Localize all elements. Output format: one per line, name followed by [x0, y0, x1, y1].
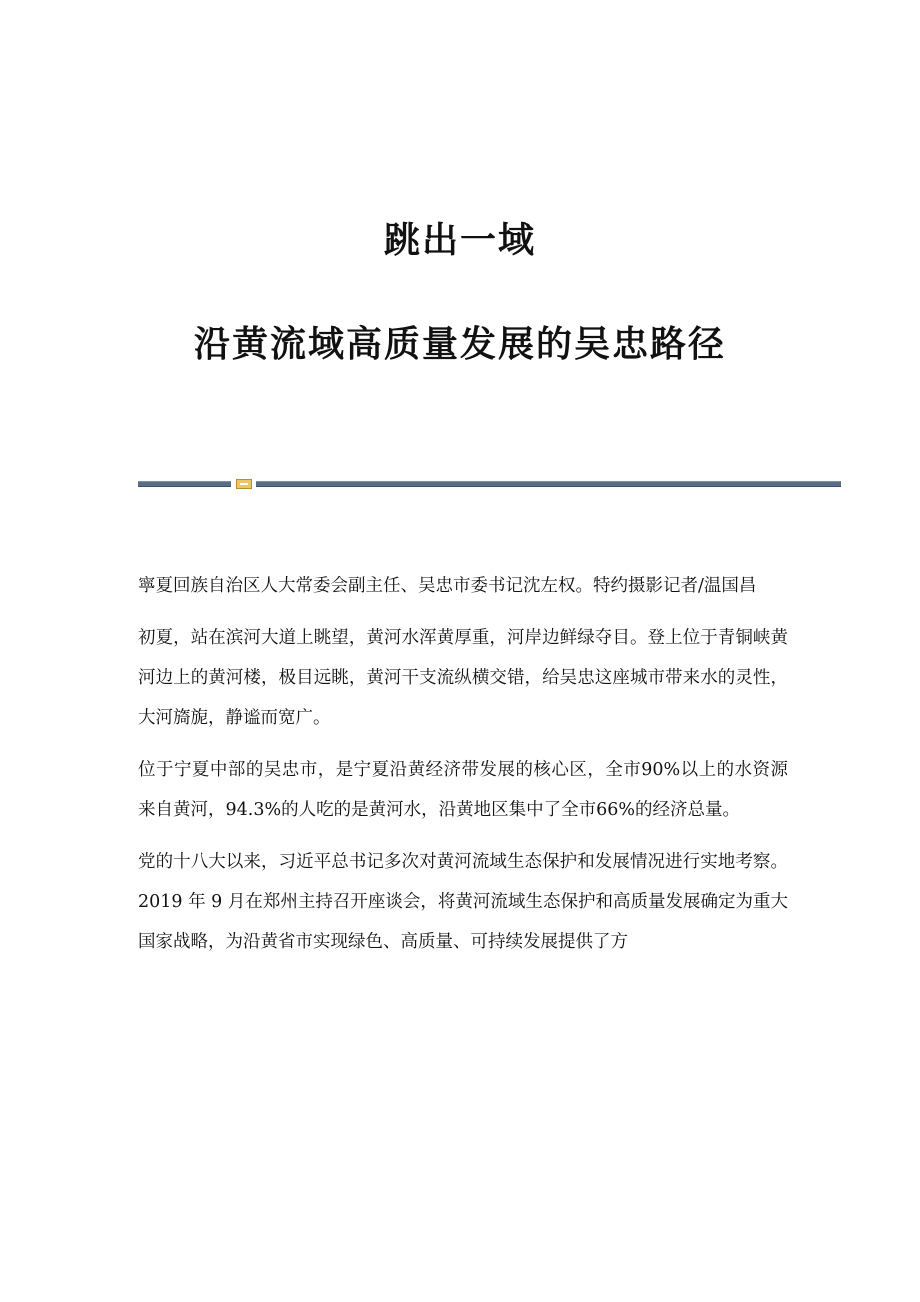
title-divider [138, 479, 841, 489]
divider-bar-right [256, 481, 841, 487]
divider-bar-left [138, 481, 231, 487]
page-subtitle: 沿黄流域高质量发展的吴忠路径 [193, 323, 726, 365]
article-body [138, 566, 788, 974]
divider-ornament-icon [236, 479, 252, 489]
paragraph-1: 初夏，站在滨河大道上眺望，黄河水浑黄厚重，河岸边鲜绿夺目。登上位于青铜峡黄河边上的黄河楼，极目远眺，黄河干支流纵横交错，给吴忠这座城市带来水的灵性，大河旖旎，静谧而宽广。 [138, 628, 788, 728]
paragraph-photo-caption: 寧夏回族自治区人大常委会副主任、吴忠市委书记沈左权。特约摄影记者/温国昌 [138, 576, 757, 596]
page-title: 跳出一域 [383, 219, 536, 261]
paragraph-3: 党的十八大以来，习近平总书记多次对黄河流域生态保护和发展情况进行实地考察。2019 年 9 月在郑州主持召开座谈会，将黄河流域生态保护和高质量发展确定为重大国家战略，为沿黄省市实现绿色、高质量、可持续发展提供了方 [138, 852, 788, 952]
paragraph-2: 位于宁夏中部的吴忠市，是宁夏沿黄经济带发展的核心区，全市90%以上的水资源来自黄河，94.3%的人吃的是黄河水，沿黄地区集中了全市66%的经济总量。 [138, 760, 788, 820]
